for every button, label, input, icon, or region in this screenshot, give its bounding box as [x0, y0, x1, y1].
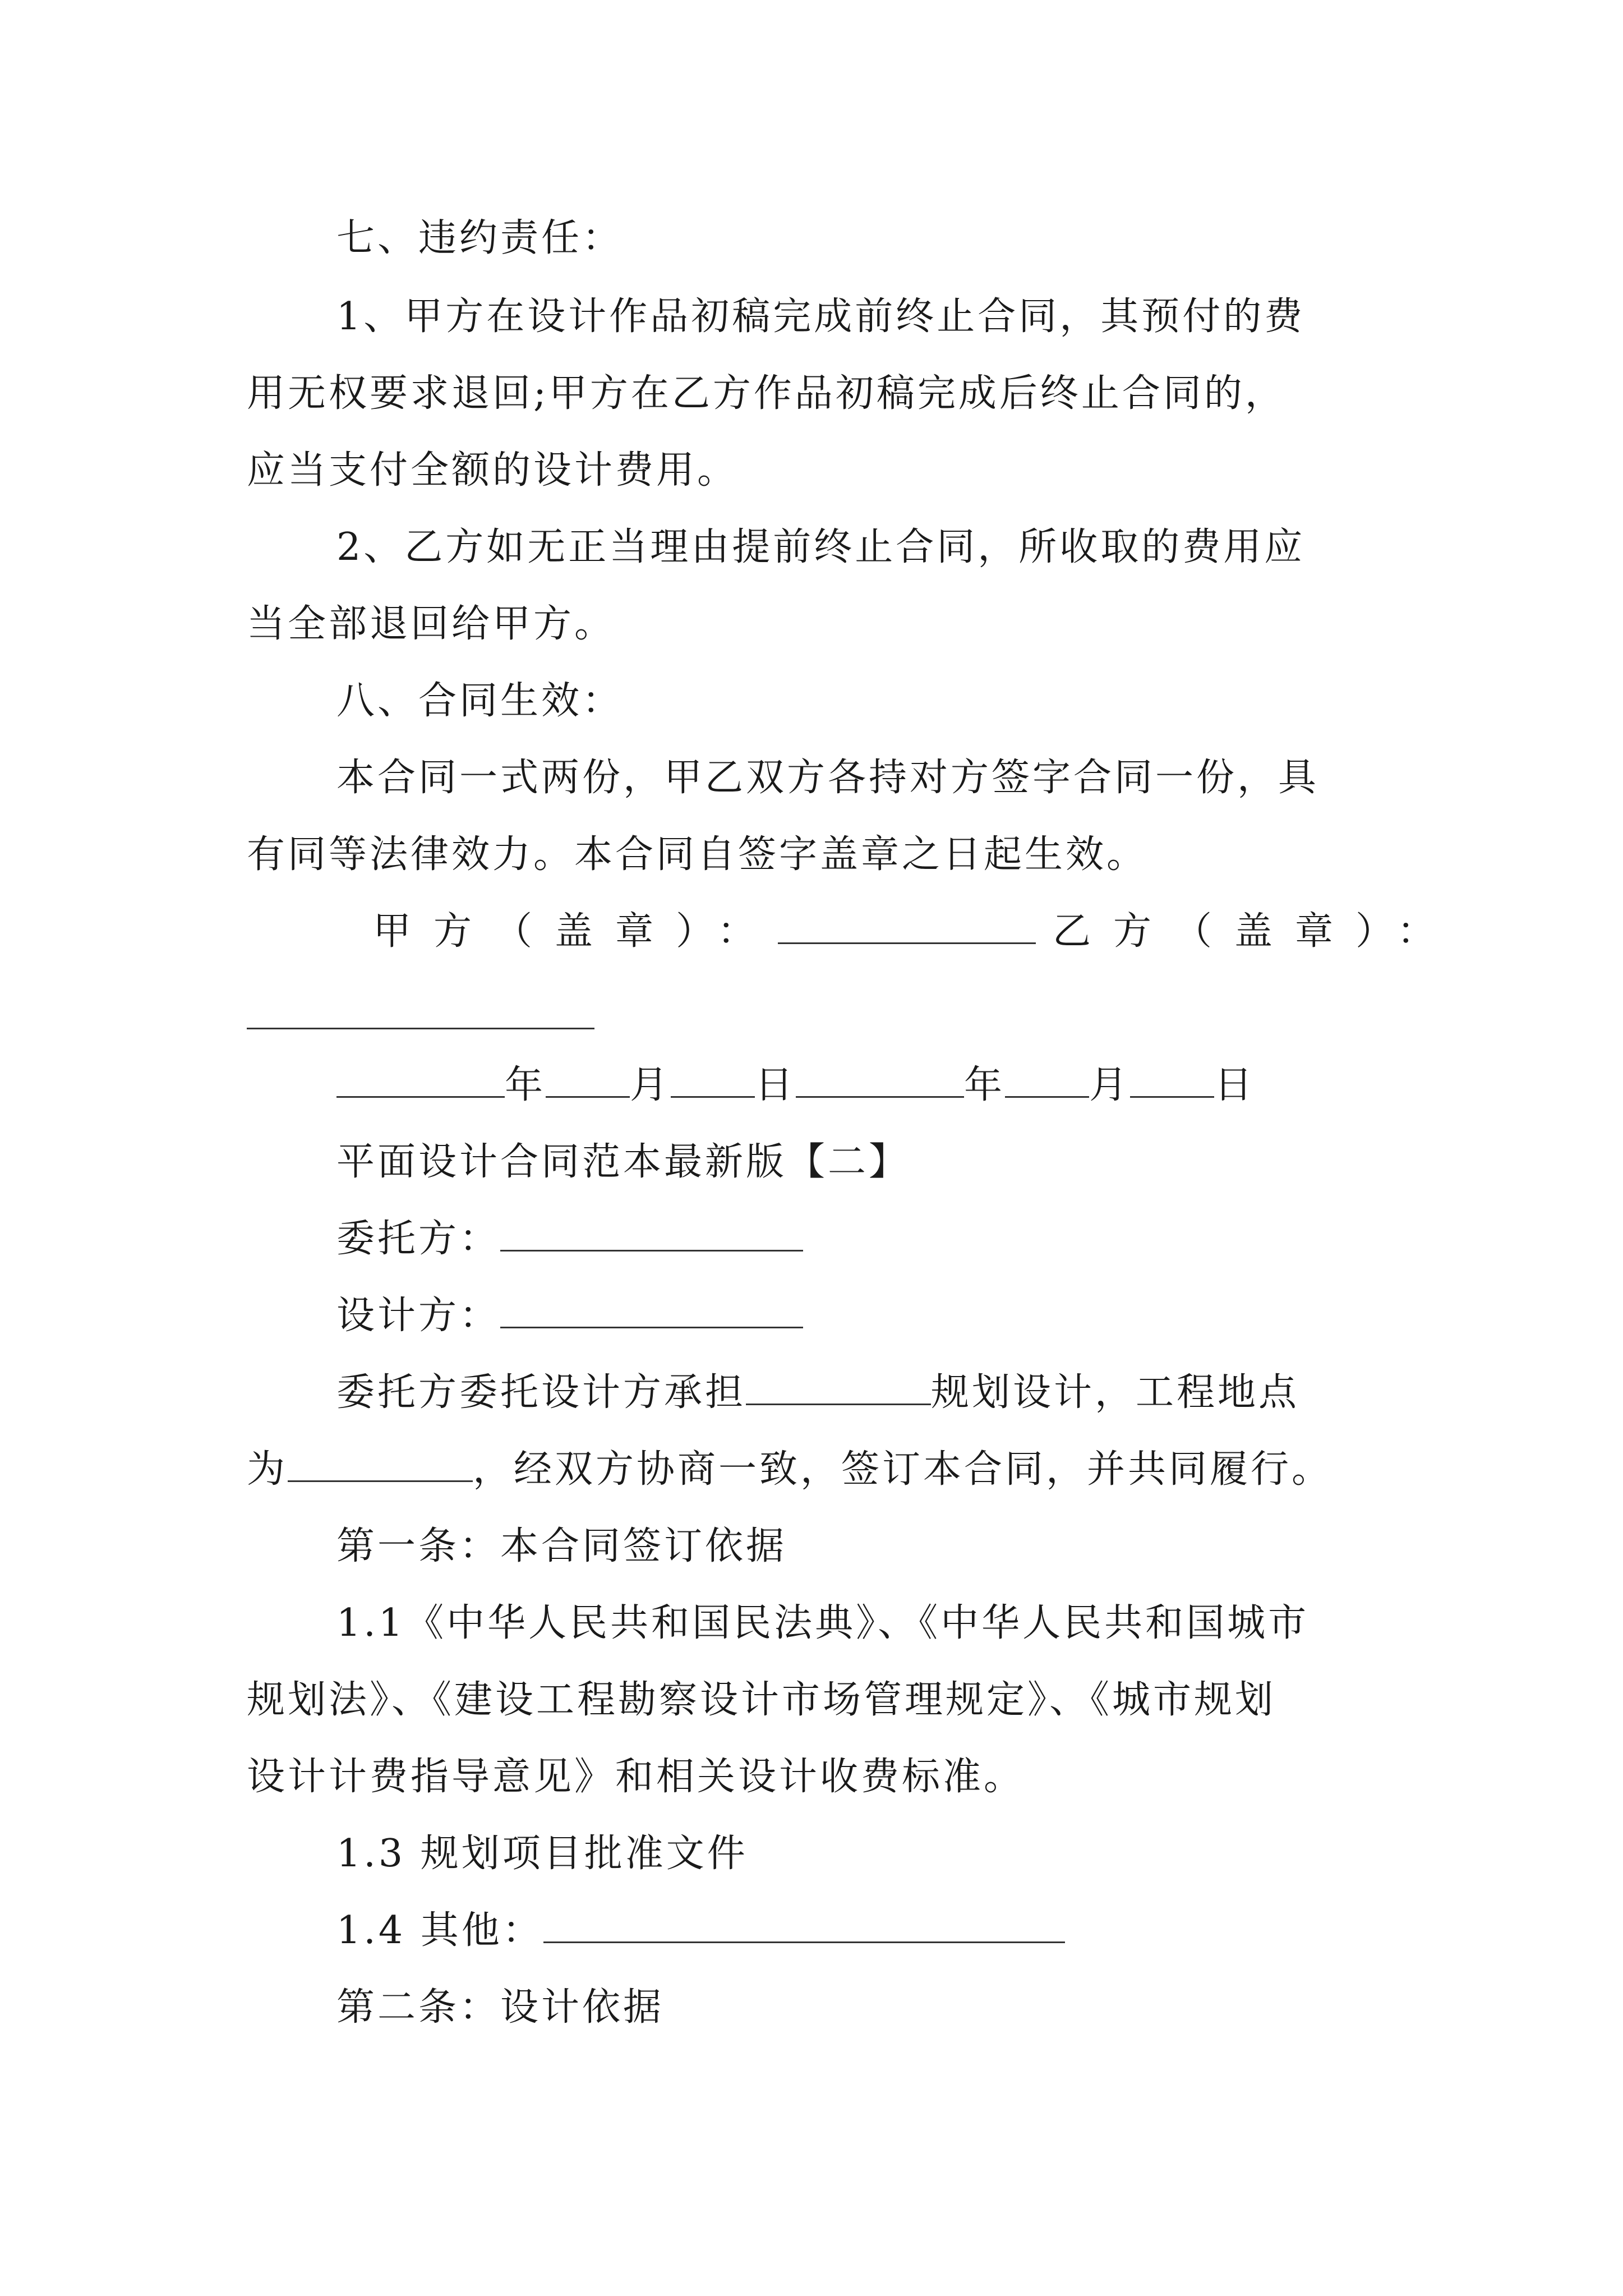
client-row — [336, 1211, 803, 1267]
section-8-line-2: 有同等法律效力。本合同自签字盖章之日起生效。 — [247, 832, 1148, 877]
year-label: 年 — [505, 1063, 546, 1107]
article-1-1-line-2: 规划法》、《建设工程勘察设计市场管理规定》、《城市规划 — [247, 1678, 1276, 1722]
article-1-4-row — [336, 1903, 1065, 1959]
section-8-line-1: 本合同一式两份，甲乙双方各持对方签字合同一份，具 — [336, 756, 1320, 800]
party-a-month-blank[interactable] — [546, 1061, 630, 1098]
year-label: 年 — [964, 1063, 1006, 1107]
client-blank[interactable] — [500, 1215, 803, 1251]
party-b-month-blank[interactable] — [1005, 1061, 1089, 1098]
month-label: 月 — [1089, 1063, 1131, 1107]
intro-line-2 — [247, 1442, 1332, 1498]
party-b-seal-label: 乙方（盖章）： — [1053, 909, 1458, 954]
day-label: 日 — [1214, 1063, 1256, 1107]
party-b-year-blank[interactable] — [796, 1061, 964, 1098]
article-1-4-label: 1.4 其他： — [336, 1908, 543, 1953]
signature-row — [373, 904, 1458, 960]
clause-7-1-line-1: 1、甲方在设计作品初稿完成前终止合同，其预付的费 — [336, 295, 1306, 339]
client-label: 委托方： — [336, 1217, 501, 1261]
clause-7-1-line-2: 用无权要求退回;甲方在乙方作品初稿完成后终止合同的， — [247, 371, 1286, 416]
section-7-heading: 七、违约责任： — [336, 216, 624, 260]
designer-row — [336, 1288, 803, 1344]
party-b-day-blank[interactable] — [1130, 1061, 1214, 1098]
party-a-year-blank[interactable] — [336, 1061, 505, 1098]
section-8-heading: 八、合同生效： — [336, 679, 624, 723]
article-1-1-line-1: 1.1《中华人民共和国民法典》、《中华人民共和国城市 — [336, 1601, 1310, 1645]
month-label: 月 — [630, 1063, 671, 1107]
party-b-signature-blank[interactable] — [247, 1028, 594, 1029]
intro-text-d: ，经双方协商一致，签订本合同，并共同履行。 — [473, 1447, 1333, 1492]
designer-label: 设计方： — [336, 1294, 501, 1338]
day-label: 日 — [755, 1063, 796, 1107]
clause-7-2-line-1: 2、乙方如无正当理由提前终止合同，所收取的费用应 — [336, 525, 1306, 569]
article-1-1-line-3: 设计计费指导意见》和相关设计收费标准。 — [247, 1755, 1025, 1799]
intro-text-c: 为 — [247, 1447, 288, 1492]
intro-line-1 — [336, 1365, 1299, 1421]
article-1-4-blank[interactable] — [543, 1907, 1065, 1943]
project-location-blank[interactable] — [288, 1446, 473, 1482]
intro-text-b: 规划设计，工程地点 — [931, 1370, 1300, 1415]
clause-7-2-line-2: 当全部退回给甲方。 — [247, 602, 616, 646]
article-2-heading: 第二条：设计依据 — [336, 1985, 665, 2030]
signature-date-row — [336, 1057, 1255, 1114]
party-a-seal-label: 甲方（盖章）： — [373, 909, 778, 954]
contract-2-title: 平面设计合同范本最新版【二】 — [336, 1140, 910, 1184]
article-1-heading: 第一条：本合同签订依据 — [336, 1524, 787, 1568]
designer-blank[interactable] — [500, 1292, 803, 1328]
party-a-signature-blank[interactable] — [778, 908, 1036, 944]
clause-7-1-line-3: 应当支付全额的设计费用。 — [247, 448, 739, 493]
intro-text-a: 委托方委托设计方承担 — [336, 1370, 746, 1415]
project-name-blank[interactable] — [746, 1369, 931, 1405]
article-1-3: 1.3 规划项目批准文件 — [336, 1832, 748, 1876]
party-a-day-blank[interactable] — [671, 1061, 755, 1098]
